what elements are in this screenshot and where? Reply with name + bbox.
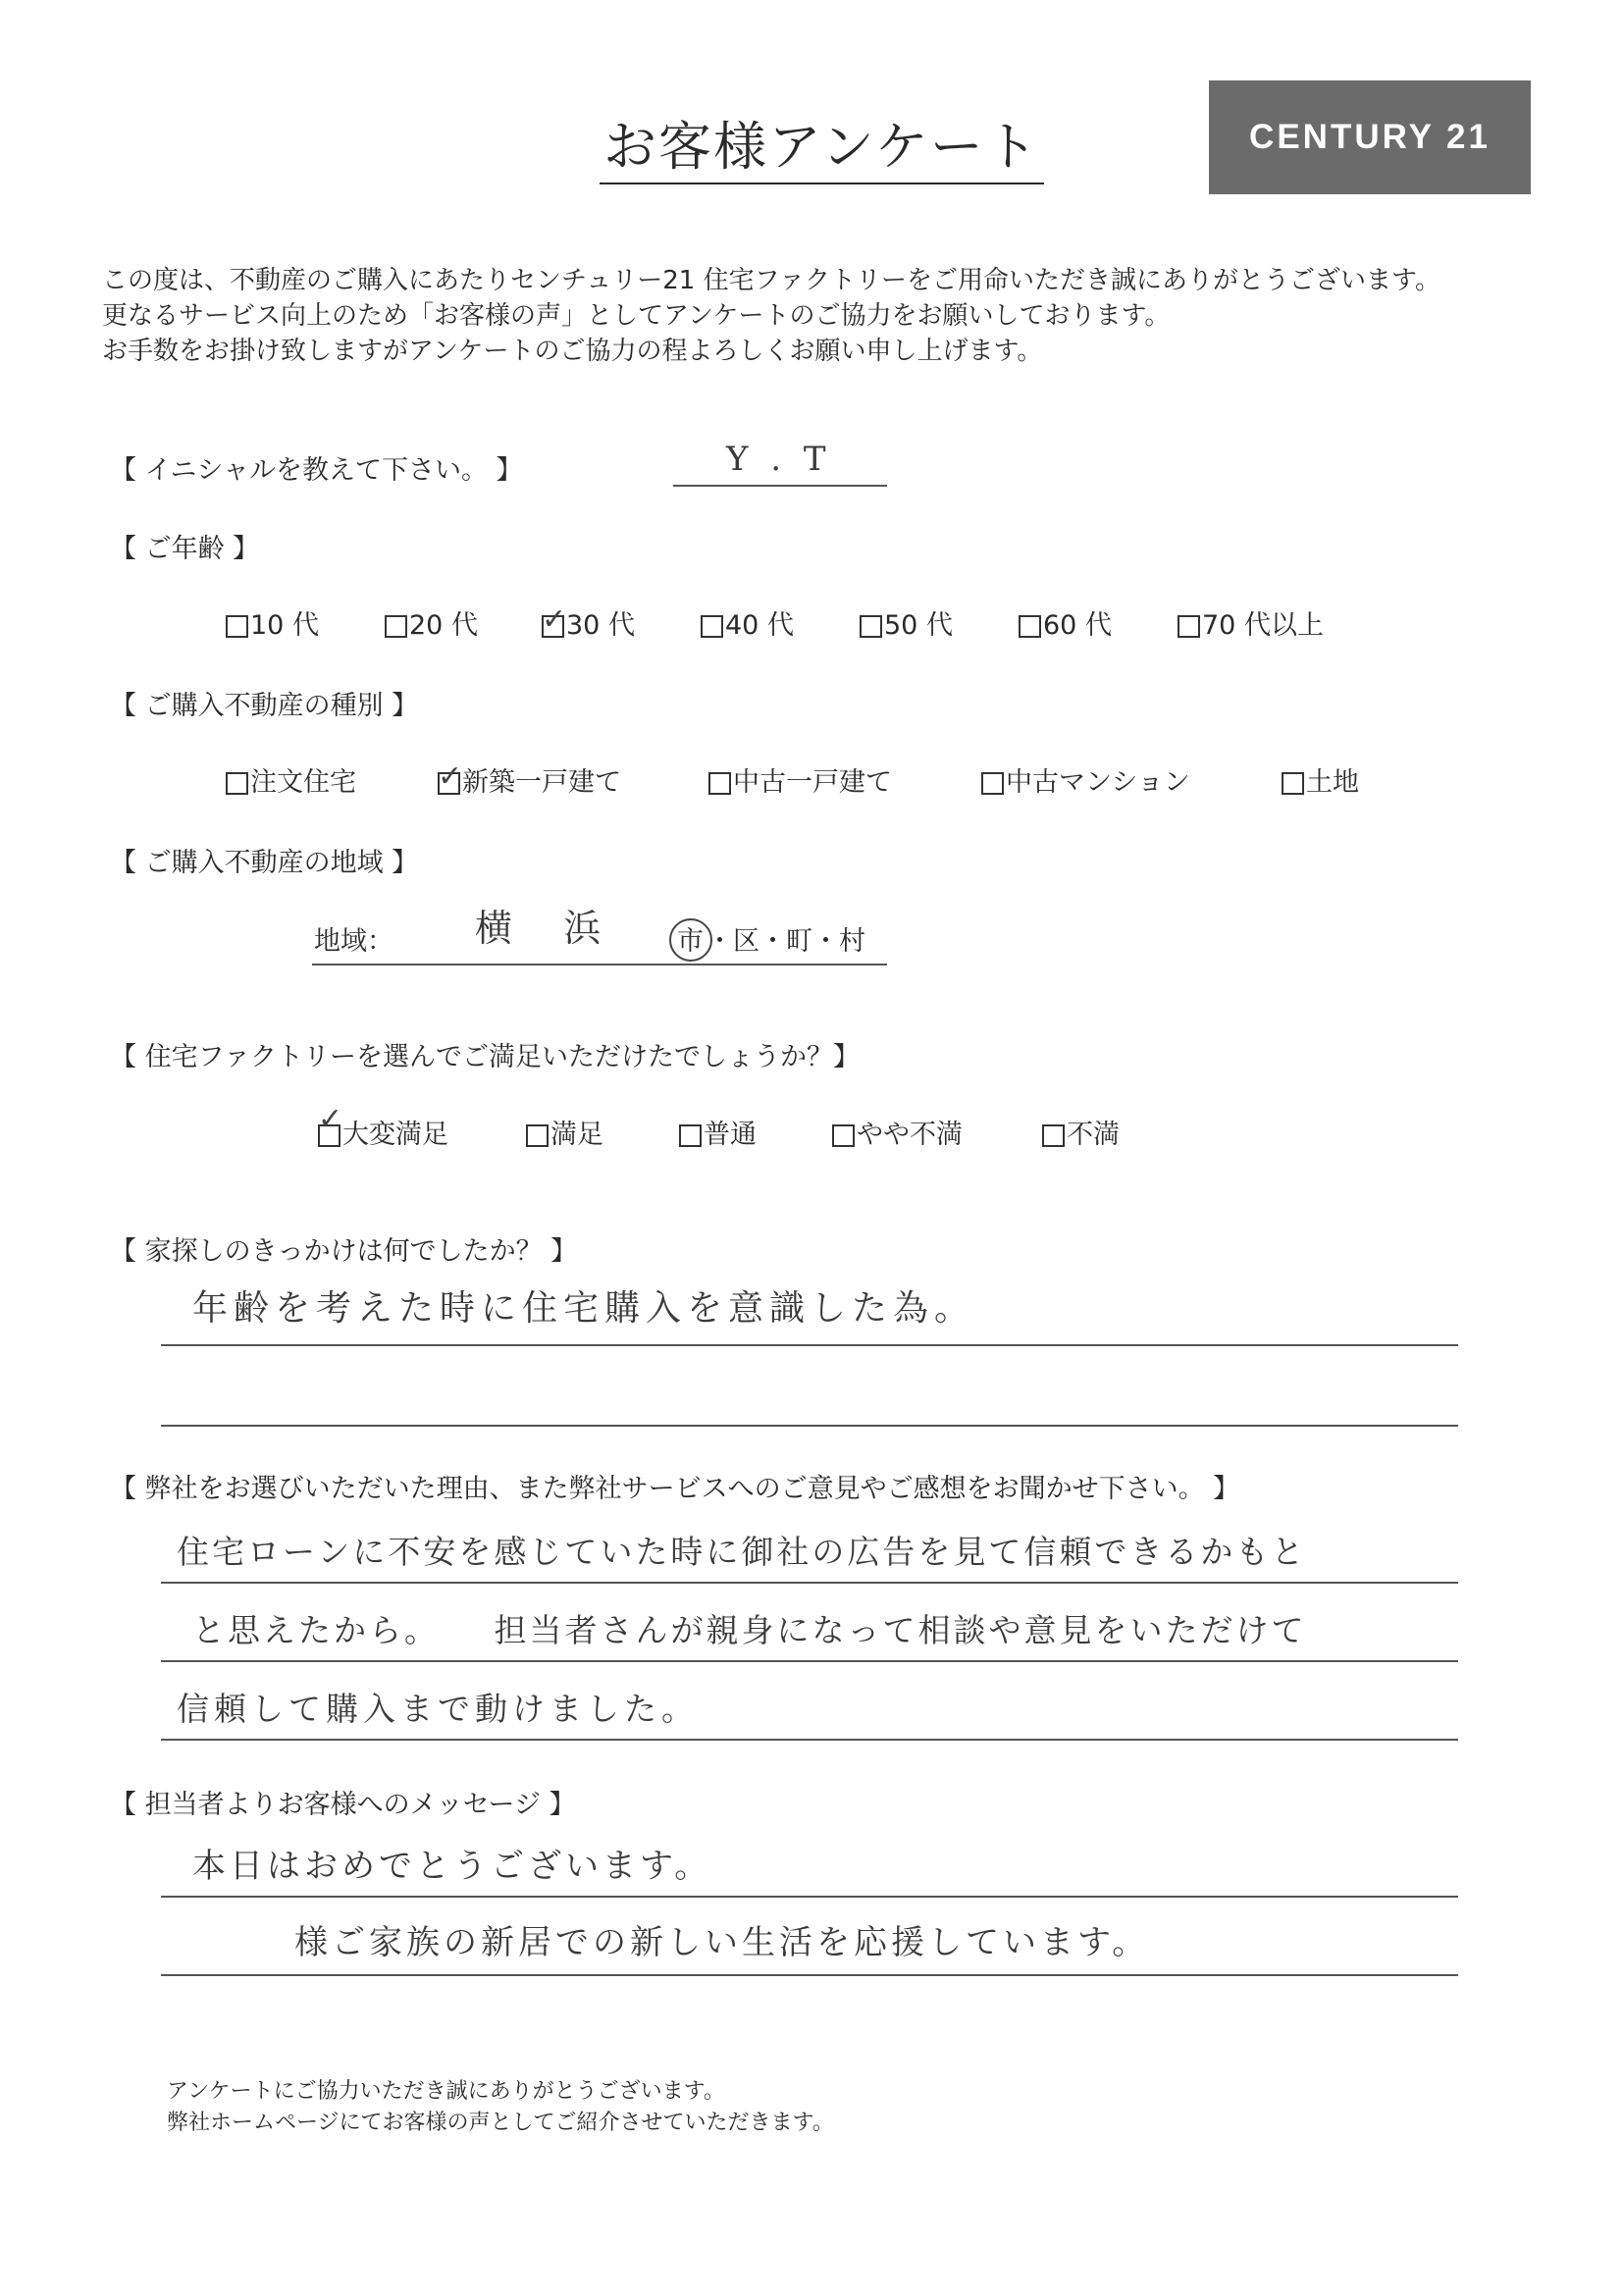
age-heading: 【 ご年齢 】 <box>110 534 260 564</box>
checkbox[interactable] <box>526 1124 549 1147</box>
satisfaction-heading: 【 住宅ファクトリーを選んでご満足いただけたでしょうか？】 <box>110 1042 861 1072</box>
reason-heading: 【 弊社をお選びいただいた理由、また弊社サービスへのご意見やご感想をお聞かせ下さい。 】 <box>110 1474 1240 1504</box>
type-option-custom-home[interactable]: 注文住宅 <box>226 766 356 800</box>
checkbox[interactable] <box>832 1124 855 1147</box>
checkbox[interactable] <box>708 772 731 795</box>
check-mark-icon: ✓ <box>542 601 567 637</box>
footer-line-1: アンケートにご協力いただき誠にありがとうございます。 <box>167 2079 725 2104</box>
age-option-10[interactable]: 10 代 <box>226 609 319 643</box>
intro-text <box>102 263 1440 369</box>
checkbox[interactable] <box>679 1124 702 1147</box>
page-title: お客様アンケート <box>600 116 1044 184</box>
trigger-answer-line-1[interactable]: 年齢を考えた時に住宅購入を意識した為。 <box>192 1288 976 1329</box>
type-option-new-house[interactable]: ✓ 新築一戸建て <box>438 758 621 798</box>
initial-heading: 【 イニシャルを教えて下さい。 】 <box>110 455 523 486</box>
checkbox[interactable] <box>1282 772 1304 795</box>
satisfaction-option-normal[interactable]: 普通 <box>679 1119 757 1152</box>
initial-value[interactable]: Y . T <box>726 440 832 479</box>
message-line-1: 本日はおめでとうございます。 <box>192 1847 712 1886</box>
checkbox[interactable] <box>1178 615 1200 638</box>
age-option-60[interactable]: 60 代 <box>1019 609 1112 643</box>
region-field-label: 地域： <box>314 926 393 957</box>
checkbox[interactable] <box>226 615 248 638</box>
answer-line <box>161 1425 1458 1427</box>
checkbox[interactable] <box>226 772 248 795</box>
satisfaction-option-satisfied[interactable]: 満足 <box>526 1119 603 1152</box>
region-heading: 【 ご購入不動産の地域 】 <box>110 848 419 878</box>
checkbox[interactable] <box>701 615 723 638</box>
region-value[interactable]: 横 浜 <box>475 907 621 950</box>
satisfaction-option-dissatisfied[interactable]: 不満 <box>1042 1119 1120 1152</box>
satisfaction-option-very[interactable]: ✓ 大変満足 <box>318 1101 448 1150</box>
checkbox[interactable] <box>1019 615 1041 638</box>
intro-line-3: お手数をお掛け致しますがアンケートのご協力の程よろしくお願い申し上げます。 <box>102 337 1043 366</box>
message-heading: 【 担当者よりお客様へのメッセージ 】 <box>110 1790 576 1820</box>
checkbox[interactable] <box>1042 1124 1065 1147</box>
region-underline <box>312 964 887 965</box>
region-suffix-city: 市 <box>677 926 704 957</box>
century21-logo: CENTURY 21 <box>1209 80 1531 194</box>
footer-line-2: 弊社ホームページにてお客様の声としてご紹介させていただきます。 <box>167 2111 834 2135</box>
property-type-heading: 【 ご購入不動産の種別 】 <box>110 691 419 721</box>
satisfaction-option-somewhat-dissatisfied[interactable]: やや不満 <box>832 1119 963 1152</box>
age-option-20[interactable]: 20 代 <box>385 609 478 643</box>
answer-line <box>161 1896 1458 1898</box>
age-option-30[interactable]: ✓ 30 代 <box>542 601 635 641</box>
checkbox[interactable] <box>981 772 1004 795</box>
type-option-land[interactable]: 土地 <box>1282 766 1359 800</box>
checkbox[interactable] <box>385 615 407 638</box>
checkbox[interactable] <box>860 615 882 638</box>
reason-answer-line-2[interactable]: と思えたから。 担当者さんが親身になって相談や意見をいただけて <box>192 1611 1307 1649</box>
region-suffix-ward-town-village: ・区・町・村 <box>707 926 865 957</box>
age-option-50[interactable]: 50 代 <box>860 609 953 643</box>
age-option-40[interactable]: 40 代 <box>701 609 794 643</box>
message-line-2: 様ご家族の新居での新しい生活を応援しています。 <box>294 1923 1150 1962</box>
checkbox-checked[interactable] <box>438 758 463 795</box>
type-option-used-house[interactable]: 中古一戸建て <box>708 766 892 800</box>
initial-underline <box>673 485 887 487</box>
check-mark-icon: ✓ <box>318 1101 343 1136</box>
checkbox-checked[interactable] <box>318 1101 343 1147</box>
footer-note <box>167 2076 834 2139</box>
check-mark-icon: ✓ <box>438 758 463 794</box>
answer-line <box>161 1739 1458 1741</box>
reason-answer-line-3[interactable]: 信頼して購入まで動けました。 <box>177 1690 699 1728</box>
age-option-70[interactable]: 70 代以上 <box>1178 609 1324 643</box>
trigger-heading: 【 家探しのきっかけは何でしたか？ 】 <box>110 1236 578 1267</box>
answer-line <box>161 1582 1458 1584</box>
type-option-used-condo[interactable]: 中古マンション <box>981 766 1190 800</box>
intro-line-2: 更なるサービス向上のため「お客様の声」としてアンケートのご協力をお願いしております。 <box>102 301 1171 331</box>
intro-line-1: この度は、不動産のご購入にあたりセンチュリー21 住宅ファクトリーをご用命いただき誠にありがとうございます。 <box>102 266 1440 295</box>
answer-line <box>161 1344 1458 1346</box>
checkbox-checked[interactable] <box>542 601 567 638</box>
reason-answer-line-1[interactable]: 住宅ローンに不安を感じていた時に御社の広告を見て信頼できるかもと <box>177 1533 1307 1571</box>
answer-line <box>161 1974 1458 1976</box>
answer-line <box>161 1660 1458 1662</box>
